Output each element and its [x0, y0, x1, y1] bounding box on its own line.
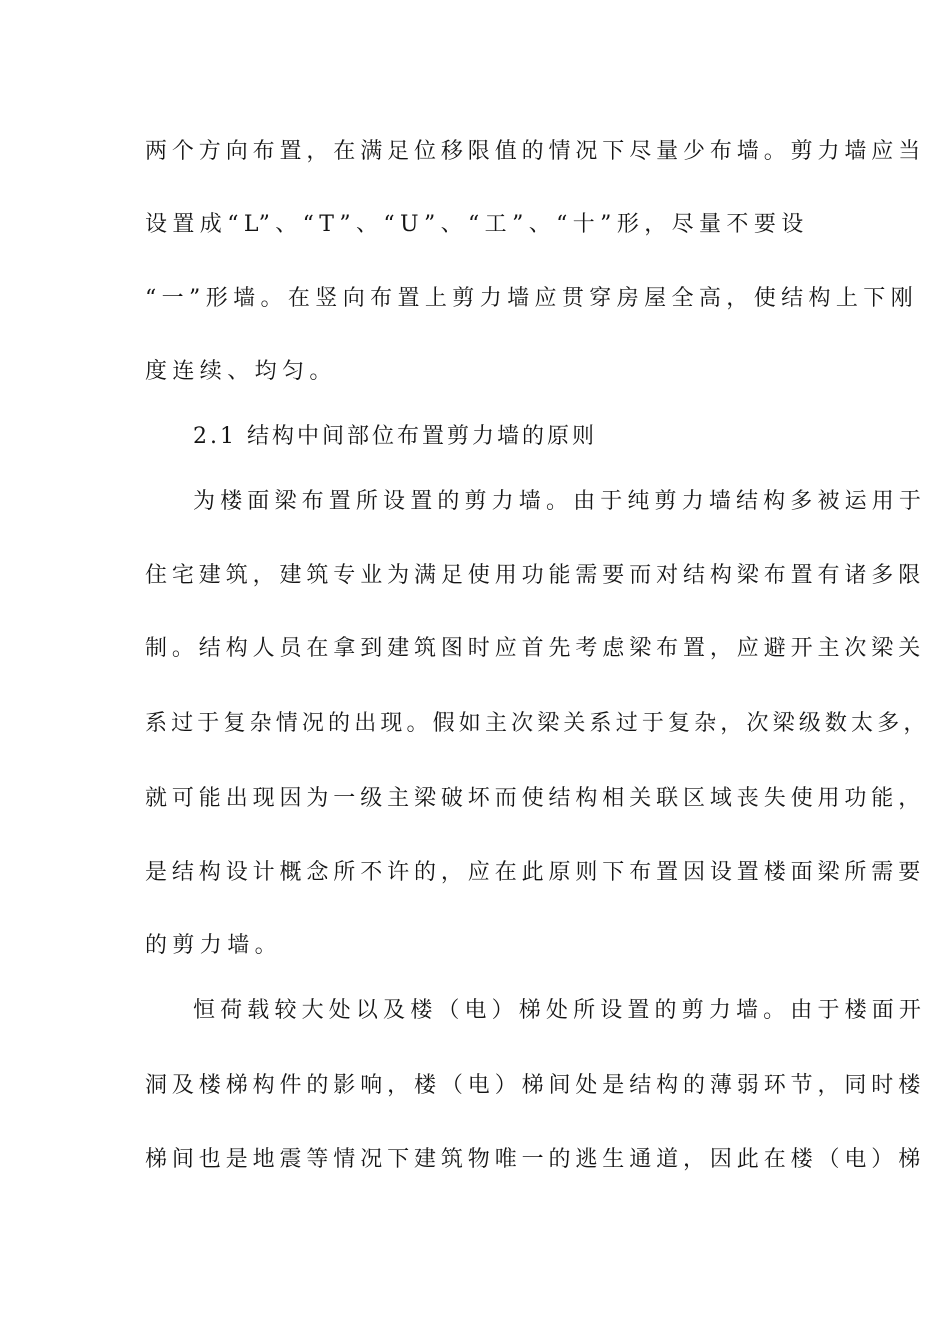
text-line: 是结构设计概念所不许的，应在此原则下布置因设置楼面梁所需要	[145, 860, 926, 885]
text-line: 的剪力墙。	[145, 933, 283, 958]
section-heading: 2.1 结构中间部位布置剪力墙的原则	[193, 424, 597, 449]
text-line: 就可能出现因为一级主梁破坏而使结构相关联区域丧失使用功能，	[145, 786, 926, 811]
text-line: 梯间也是地震等情况下建筑物唯一的逃生通道，因此在楼（电）梯	[145, 1147, 926, 1172]
text-line: 度连续、均匀。	[145, 359, 337, 384]
text-line: 住宅建筑，建筑专业为满足使用功能需要而对结构梁布置有诸多限	[145, 563, 926, 588]
text-line: “一”形墙。在竖向布置上剪力墙应贯穿房屋全高，使结构上下刚	[145, 286, 919, 311]
text-line: 系过于复杂情况的出现。假如主次梁关系过于复杂，次梁级数太多，	[145, 711, 930, 736]
text-line: 两个方向布置，在满足位移限值的情况下尽量少布墙。剪力墙应当	[145, 139, 926, 164]
paragraph-first-line: 为楼面梁布置所设置的剪力墙。由于纯剪力墙结构多被运用于	[193, 489, 927, 514]
paragraph-first-line: 恒荷载较大处以及楼（电）梯处所设置的剪力墙。由于楼面开	[193, 998, 927, 1023]
text-line: 洞及楼梯构件的影响，楼（电）梯间处是结构的薄弱环节，同时楼	[145, 1073, 926, 1098]
text-line: 制。结构人员在拿到建筑图时应首先考虑梁布置，应避开主次梁关	[145, 636, 926, 661]
text-line: 设置成“L”、“T”、“U”、“工”、“十”形，尽量不要设	[145, 212, 809, 237]
